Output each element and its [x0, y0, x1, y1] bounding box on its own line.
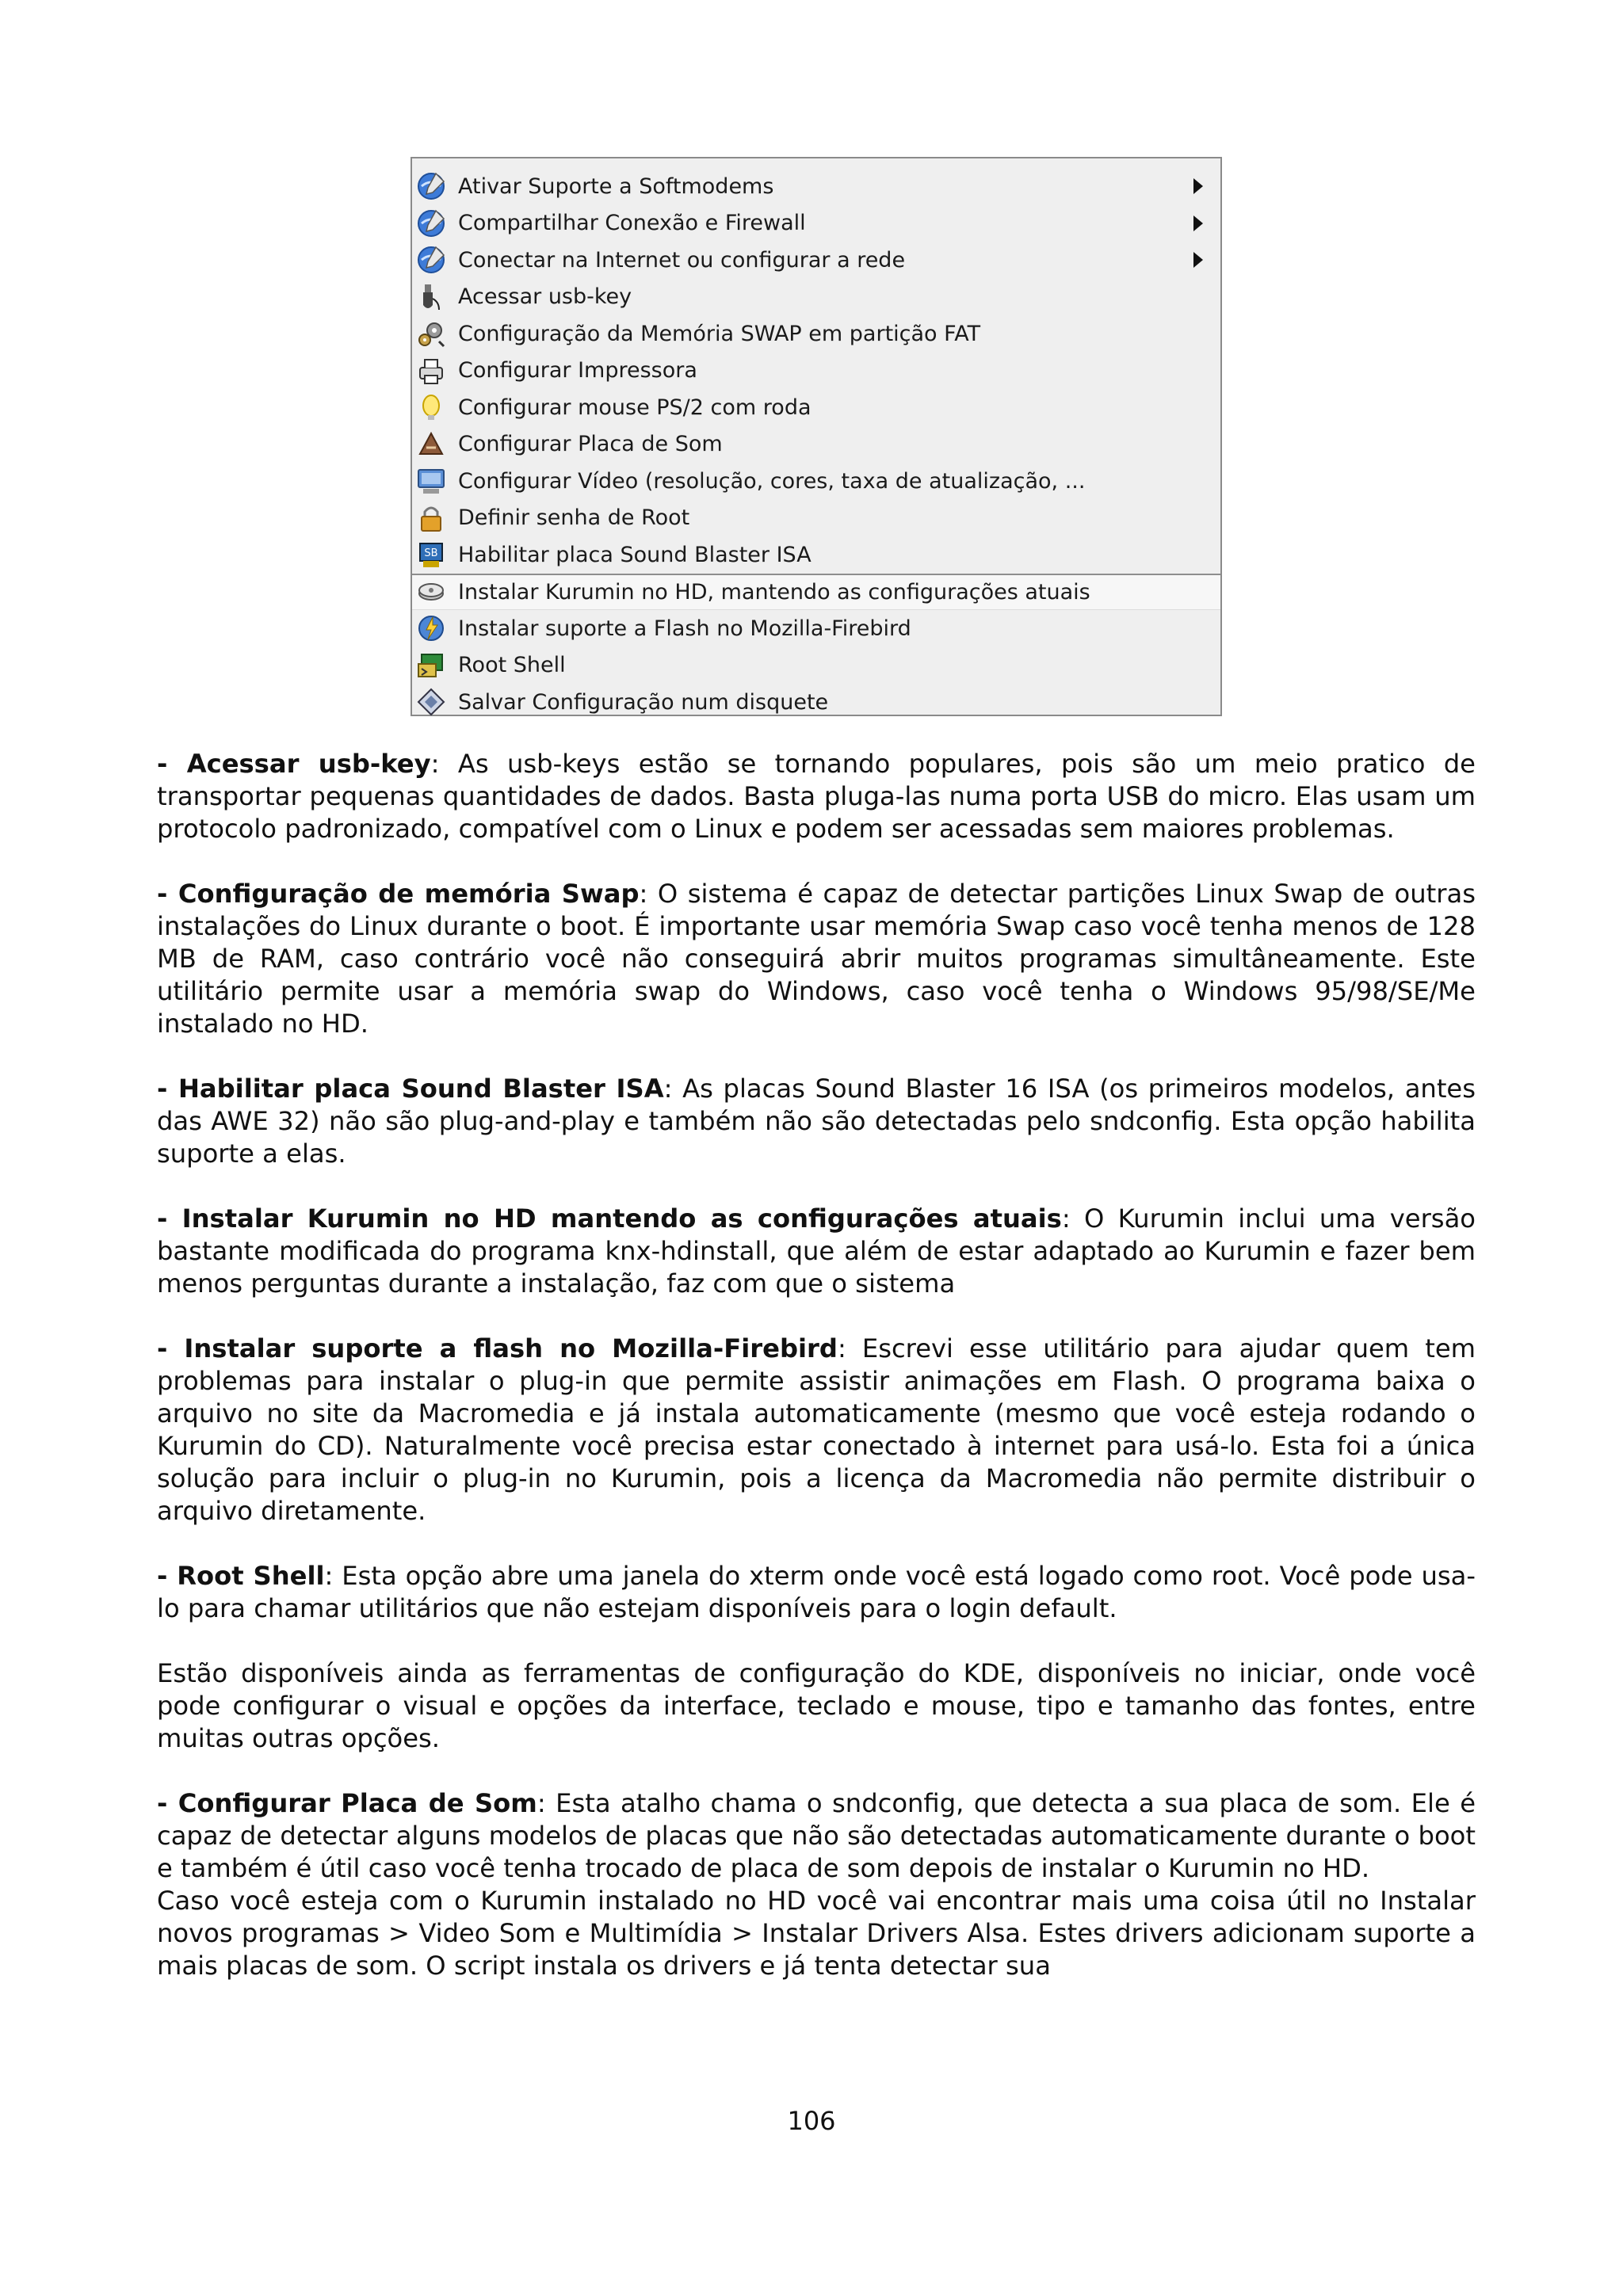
- paragraph-instalar-kurumin-hd: [157, 1203, 1476, 1300]
- description: : As usb-keys estão se tornando populares, pois são um meio pratico de transportar pequenas quantidades de dados. Basta pluga-las numa porta USB do micro. Elas usam um protocolo padronizado, compatível com o Linux e podem ser acessadas sem maiores problemas.: [157, 749, 1476, 844]
- menu-item[interactable]: [412, 463, 1220, 500]
- menu-item[interactable]: [412, 610, 1220, 647]
- menu-item-label: Configurar Impressora: [458, 358, 697, 383]
- term: - Acessar usb-key: [157, 749, 431, 779]
- flash-plugin-icon: [415, 612, 447, 644]
- menu-item[interactable]: [412, 242, 1220, 279]
- isa-card-icon: [415, 539, 447, 570]
- description: : As placas Sound Blaster 16 ISA (os primeiros modelos, antes das AWE 32) não são plug-and-play e também não são detectadas pelo sndconfig. Esta opção habilita suporte a elas.: [157, 1074, 1476, 1169]
- submenu-arrow-icon: [1193, 215, 1203, 231]
- paragraph-configuracao-swap: [157, 878, 1476, 1040]
- paragraph-acessar-usb-key: [157, 748, 1476, 845]
- term: - Configurar Placa de Som: [157, 1788, 537, 1818]
- description: : Escrevi esse utilitário para ajudar quem tem problemas para instalar o plug-in que permite assistir animações em Flash. O programa baixa o arquivo no site da Macromedia e já instala automaticamente (mesmo que você esteja rodando o Kurumin do CD). Naturalmente você precisa estar conectado à internet para usá-lo. Esta foi a única solução para incluir o plug-in no Kurumin, pois a licença da Macromedia não permite distribuir o arquivo diretamente.: [157, 1333, 1476, 1526]
- paragraph-drivers-alsa: [157, 1885, 1476, 1982]
- paragraph-kde-tools: [157, 1657, 1476, 1755]
- menu-item-label: Acessar usb-key: [458, 284, 632, 310]
- submenu-arrow-icon: [1193, 252, 1203, 268]
- sound-card-icon: [415, 429, 447, 460]
- menu-item-label: Configuração da Memória SWAP em partição FAT: [458, 321, 981, 346]
- svg-text:SB: SB: [424, 547, 438, 560]
- menu-item-label: Instalar suporte a Flash no Mozilla-Firebird: [458, 616, 911, 641]
- term: - Habilitar placa Sound Blaster ISA: [157, 1074, 664, 1104]
- menu-item[interactable]: [412, 684, 1220, 721]
- description: Estão disponíveis ainda as ferramentas de configuração do KDE, disponíveis no iniciar, onde você pode configurar o visual e opções da interface, teclado e mouse, tipo e tamanho das fontes, entre muitas outras opções.: [157, 1658, 1476, 1753]
- page-number: 106: [787, 2106, 836, 2136]
- menu-item[interactable]: [412, 205, 1220, 242]
- menu-item-label: Instalar Kurumin no HD, mantendo as configurações atuais: [458, 579, 1090, 605]
- network-wizard-icon: [415, 244, 447, 276]
- paragraph-sound-blaster-isa: [157, 1073, 1476, 1170]
- menu-item-label: Salvar Configuração num disquete: [458, 689, 829, 715]
- menu-item[interactable]: [412, 389, 1220, 426]
- menu-item-label: Conectar na Internet ou configurar a rede: [458, 247, 906, 273]
- menu-item-label: Definir senha de Root: [458, 505, 690, 531]
- paragraph-flash-firebird: [157, 1333, 1476, 1527]
- menu-item[interactable]: [412, 574, 1220, 611]
- menu-item-label: Root Shell: [458, 653, 566, 678]
- paragraph-placa-de-som: [157, 1787, 1476, 1885]
- term: - Instalar Kurumin no HD mantendo as configurações atuais: [157, 1203, 1062, 1234]
- monitor-icon: [415, 465, 447, 497]
- menu-item[interactable]: [412, 500, 1220, 537]
- description: : Esta opção abre uma janela do xterm onde você está logado como root. Você pode usa-lo para chamar utilitários que não estejam disponíveis para o login default.: [157, 1561, 1476, 1623]
- menu-item-list: [412, 168, 1220, 721]
- lock-icon: [415, 502, 447, 534]
- menu-item-label: Configurar mouse PS/2 com roda: [458, 395, 812, 420]
- gears-icon: [415, 318, 447, 349]
- menu-item[interactable]: [412, 353, 1220, 390]
- page-body: [157, 748, 1476, 1982]
- term: - Instalar suporte a flash no Mozilla-Firebird: [157, 1333, 838, 1363]
- submenu-arrow-icon: [1193, 178, 1203, 194]
- printer-icon: [415, 355, 447, 387]
- root-shell-icon: [415, 650, 447, 681]
- network-wizard-icon: [415, 208, 447, 239]
- description: : O sistema é capaz de detectar partições Linux Swap de outras instalações do Linux durante o boot. É importante usar memória Swap caso você tenha menos de 128 MB de RAM, caso contrário você não conseguirá abrir muitos programas simultâneamente. Este utilitário permite usar a memória swap do Windows, caso você tenha o Windows 95/98/SE/Me instalado no HD.: [157, 879, 1476, 1039]
- menu-item[interactable]: [412, 315, 1220, 353]
- term: - Root Shell: [157, 1561, 325, 1591]
- hard-disk-icon: [415, 576, 447, 608]
- menu-item[interactable]: [412, 426, 1220, 463]
- menu-item[interactable]: [412, 647, 1220, 685]
- menu-item[interactable]: [412, 168, 1220, 205]
- menu-item-label: Habilitar placa Sound Blaster ISA: [458, 542, 812, 567]
- description: Caso você esteja com o Kurumin instalado no HD você vai encontrar mais uma coisa útil no Instalar novos programas > Video Som e Multimídia > Instalar Drivers Alsa. Estes drivers adicionam suporte a mais placas de som. O script instala os drivers e já tenta detectar sua: [157, 1886, 1476, 1981]
- description: : Esta atalho chama o sndconfig, que detecta a sua placa de som. Ele é capaz de detectar alguns modelos de placas que não são detectadas automaticamente durante o boot e também é útil caso você tenha trocado de placa de som depois de instalar o Kurumin no HD.: [157, 1788, 1476, 1883]
- menu-item-label: Configurar Vídeo (resolução, cores, taxa de atualização, ...: [458, 468, 1086, 494]
- menu-item-label: Configurar Placa de Som: [458, 432, 723, 457]
- menu-item[interactable]: [412, 536, 1220, 574]
- kurumin-config-menu: [411, 157, 1222, 716]
- menu-item-label: Ativar Suporte a Softmodems: [458, 174, 774, 199]
- floppy-disk-icon: [415, 686, 447, 718]
- mouse-icon: [415, 391, 447, 423]
- network-wizard-icon: [415, 170, 447, 202]
- paragraph-root-shell: [157, 1560, 1476, 1625]
- usb-key-icon: [415, 281, 447, 313]
- term: - Configuração de memória Swap: [157, 879, 640, 909]
- description: : O Kurumin inclui uma versão bastante modificada do programa knx-hdinstall, que além de estar adaptado ao Kurumin e fazer bem menos perguntas durante a instalação, faz com que o sistema: [157, 1203, 1476, 1299]
- menu-item-label: Compartilhar Conexão e Firewall: [458, 211, 806, 236]
- menu-item[interactable]: [412, 279, 1220, 316]
